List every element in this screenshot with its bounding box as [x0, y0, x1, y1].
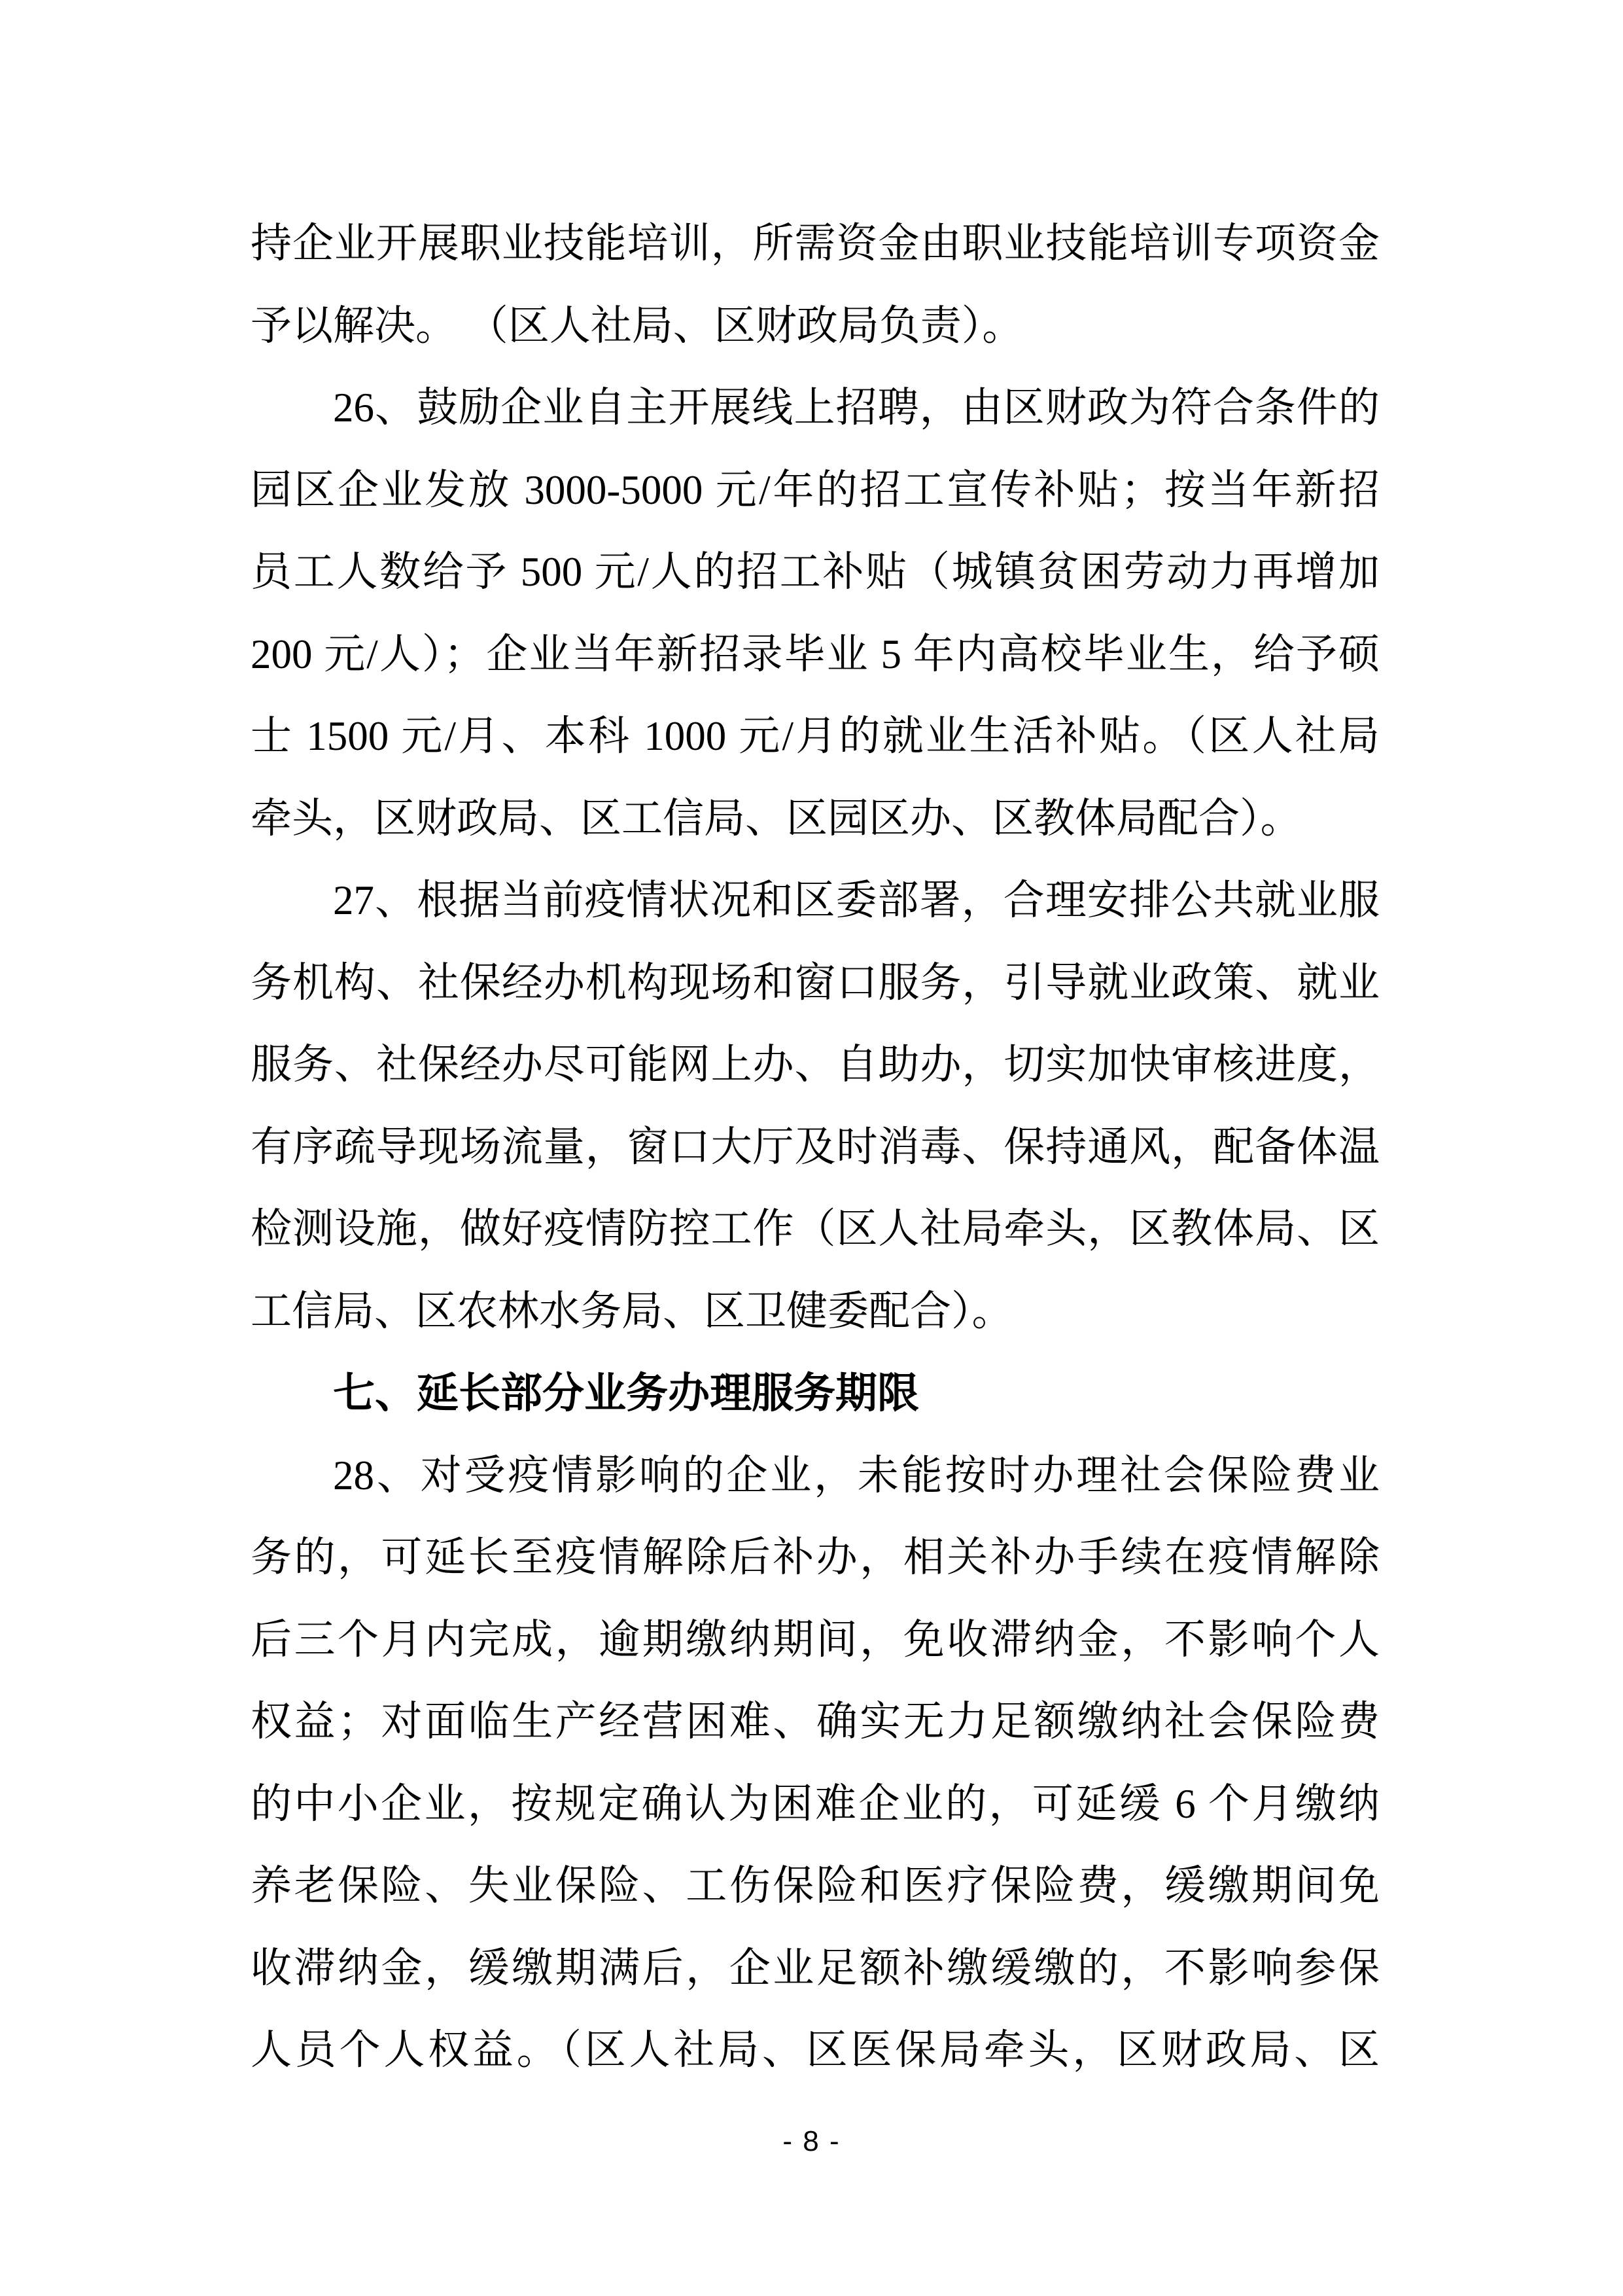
body-text-line: 士 1500 元/月、本科 1000 元/月的就业生活补贴。（区人社局	[251, 713, 1380, 759]
body-text-line: 员工人数给予 500 元/人的招工补贴（城镇贫困劳动力再增加	[251, 549, 1380, 595]
body-text-line: 务机构、社保经办机构现场和窗口服务，引导就业政策、就业	[251, 959, 1380, 1006]
body-text-line: 服务、社保经办尽可能网上办、自助办，切实加快审核进度，	[251, 1042, 1380, 1087]
body-text-line: 后三个月内完成，逾期缴纳期间，免收滞纳金，不影响个人	[251, 1616, 1380, 1663]
paragraph-item-26	[251, 367, 1380, 860]
body-text-line: 26、鼓励企业自主开展线上招聘，由区财政为符合条件的	[333, 385, 1380, 431]
body-text-line: 牵头，区财政局、区工信局、区园区办、区教体局配合）。	[251, 795, 1302, 841]
paragraph-continuation	[251, 203, 1380, 367]
body-text-line: 务的，可延长至疫情解除后补办，相关补办手续在疫情解除	[251, 1534, 1380, 1580]
body-text-line: 人员个人权益。（区人社局、区医保局牵头，区财政局、区	[251, 2027, 1380, 2073]
body-text-line: 权益；对面临生产经营困难、确实无力足额缴纳社会保险费	[251, 1699, 1380, 1744]
body-text-line: 养老保险、失业保险、工伤保险和医疗保险费，缓缴期间免	[251, 1863, 1380, 1909]
body-text-line: 工信局、区农林水务局、区卫健委配合）。	[251, 1288, 1013, 1334]
document-body	[251, 203, 1380, 2092]
section-heading: 七、延长部分业务办理服务期限	[333, 1369, 919, 1417]
body-text-line: 的中小企业，按规定确认为困难企业的，可延缓 6 个月缴纳	[251, 1780, 1380, 1827]
body-text-line: 持企业开展职业技能培训，所需资金由职业技能培训专项资金	[251, 221, 1380, 266]
body-text-line: 有序疏导现场流量，窗口大厅及时消毒、保持通风，配备体温	[251, 1123, 1380, 1170]
paragraph-item-27	[251, 860, 1380, 1352]
body-text-line: 27、根据当前疫情状况和区委部署，合理安排公共就业服	[333, 877, 1380, 923]
body-text-line: 28、对受疫情影响的企业，未能按时办理社会保险费业	[333, 1452, 1380, 1498]
paragraph-item-28	[251, 1435, 1380, 2092]
body-text-line: 予以解决。 （区人社局、区财政局负责）。	[251, 302, 1024, 349]
body-text-line: 200 元/人）；企业当年新招录毕业 5 年内高校毕业生，给予硕	[251, 631, 1380, 677]
body-text-line: 园区企业发放 3000-5000 元/年的招工宣传补贴；按当年新招	[251, 467, 1380, 513]
body-text-line: 检测设施，做好疫情防控工作（区人社局牵头，区教体局、区	[251, 1206, 1380, 1252]
page-number: - 8 -	[782, 2125, 841, 2157]
body-text-line: 收滞纳金，缓缴期满后，企业足额补缴缓缴的，不影响参保	[251, 1945, 1380, 1991]
